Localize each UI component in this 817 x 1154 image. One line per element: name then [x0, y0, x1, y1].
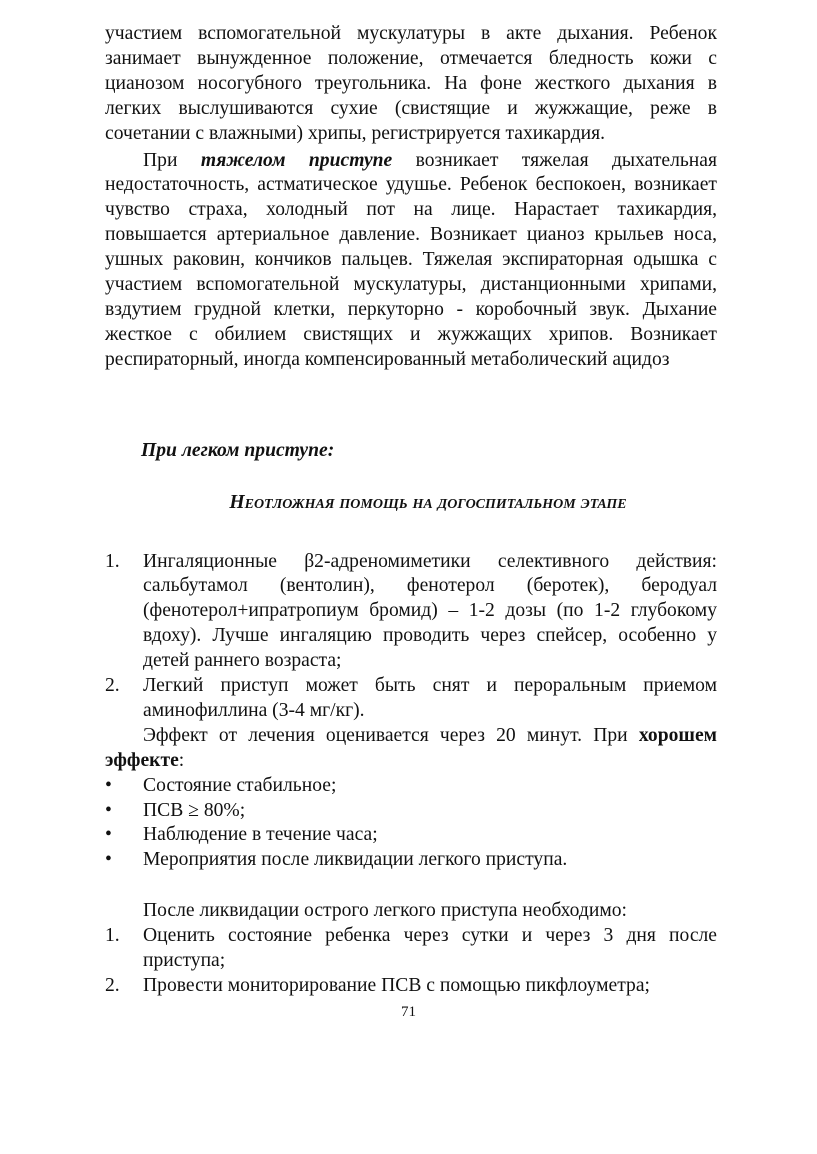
page-content [105, 22, 717, 999]
list-number: 2. [105, 675, 120, 697]
list-item [105, 550, 717, 675]
intro-paragraph: участием вспомогательной мускулатуры в акте дыхания. Ребенок занимает вынужденное положение, отмечается бледность кожи с цианозом носогубного треугольника. На фоне жесткого дыхания в легких выслушиваются сухие (свистящие и жужжащие, реже в сочетании с влажными) хрипы, регистрируется тахикардия. [105, 23, 717, 144]
severe-emphasis: тяжелом приступе [200, 149, 393, 171]
list-item-text: ПСВ ≥ 80%; [143, 799, 246, 821]
mild-attack-heading: При легком приступе: [141, 439, 335, 461]
list-item-text: Провести мониторирование ПСВ с помощью пикфлоуметра; [143, 975, 650, 996]
effect-emphasis: хорошем эффекте [105, 724, 717, 771]
bullet-marker: • [105, 774, 112, 796]
effect-paragraph [105, 724, 717, 774]
list-item-text: Ингаляционные β2-адреномиметики селективного действия: сальбутамол (вентолин), фенотерол (беротек), беродуал (фенотерол+ипратропиум бромид) – 1-2 дозы (по 1-2 глубокому вдоху). Лучше ингаляцию проводить через спейсер, особенно у детей раннего возраста; [143, 550, 717, 672]
effect-lead: Эффект от лечения оценивается через 20 минут. При [143, 724, 639, 746]
list-item-text: Мероприятия после ликвидации легкого приступа. [143, 849, 568, 871]
list-item [105, 924, 717, 974]
list-item-text: Оценить состояние ребенка через сутки и через 3 дня после приступа; [143, 925, 717, 972]
severe-rest: возникает тяжелая дыхательная недостаточность, астматическое удушье. Ребенок беспокоен, возникает чувство страха, холодный пот на лице. Нарастает тахикардия, повышается артериальное давление. Возникает цианоз крыльев носа, ушных раковин, кончиков пальцев. Тяжелая экспираторная одышка с участием вспомогательной мускулатуры, дистанционными хрипами, вздутием грудной клетки, перкуторно - коробочный звук. Дыхание жесткое с обилием свистящих и жужжащих хрипов. Возникает респираторный, иногда компенсированный метаболический ацидоз [105, 149, 717, 370]
list-number: 2. [105, 975, 120, 996]
list-item [105, 974, 717, 999]
list-item-text: Состояние стабильное; [143, 774, 337, 796]
list-number: 1. [105, 925, 120, 947]
list-number: 1. [105, 550, 120, 572]
after-list [105, 924, 717, 999]
list-item [105, 823, 717, 848]
good-effect-list [105, 774, 717, 874]
list-item-text: Легкий приступ может быть снят и пероральным приемом аминофиллина (3-4 мг/кг). [143, 675, 717, 721]
severe-attack-paragraph [105, 149, 717, 373]
section-gap [105, 373, 717, 439]
page-number: 71 [401, 1004, 416, 1020]
list-item [105, 799, 717, 824]
treatment-list [105, 550, 717, 724]
severe-lead: При [143, 149, 201, 171]
bullet-marker: • [105, 824, 112, 846]
after-paragraph: После ликвидации острого легкого приступа необходимо: [143, 900, 627, 922]
list-item [105, 848, 717, 873]
effect-tail: : [178, 749, 185, 771]
bullet-marker: • [105, 849, 112, 871]
list-item [105, 774, 717, 799]
emergency-care-heading: Неотложная помощь на догоспитальном этапе [229, 491, 627, 513]
list-item [105, 674, 717, 724]
list-item-text: Наблюдение в течение часа; [143, 824, 378, 846]
bullet-marker: • [105, 799, 112, 821]
